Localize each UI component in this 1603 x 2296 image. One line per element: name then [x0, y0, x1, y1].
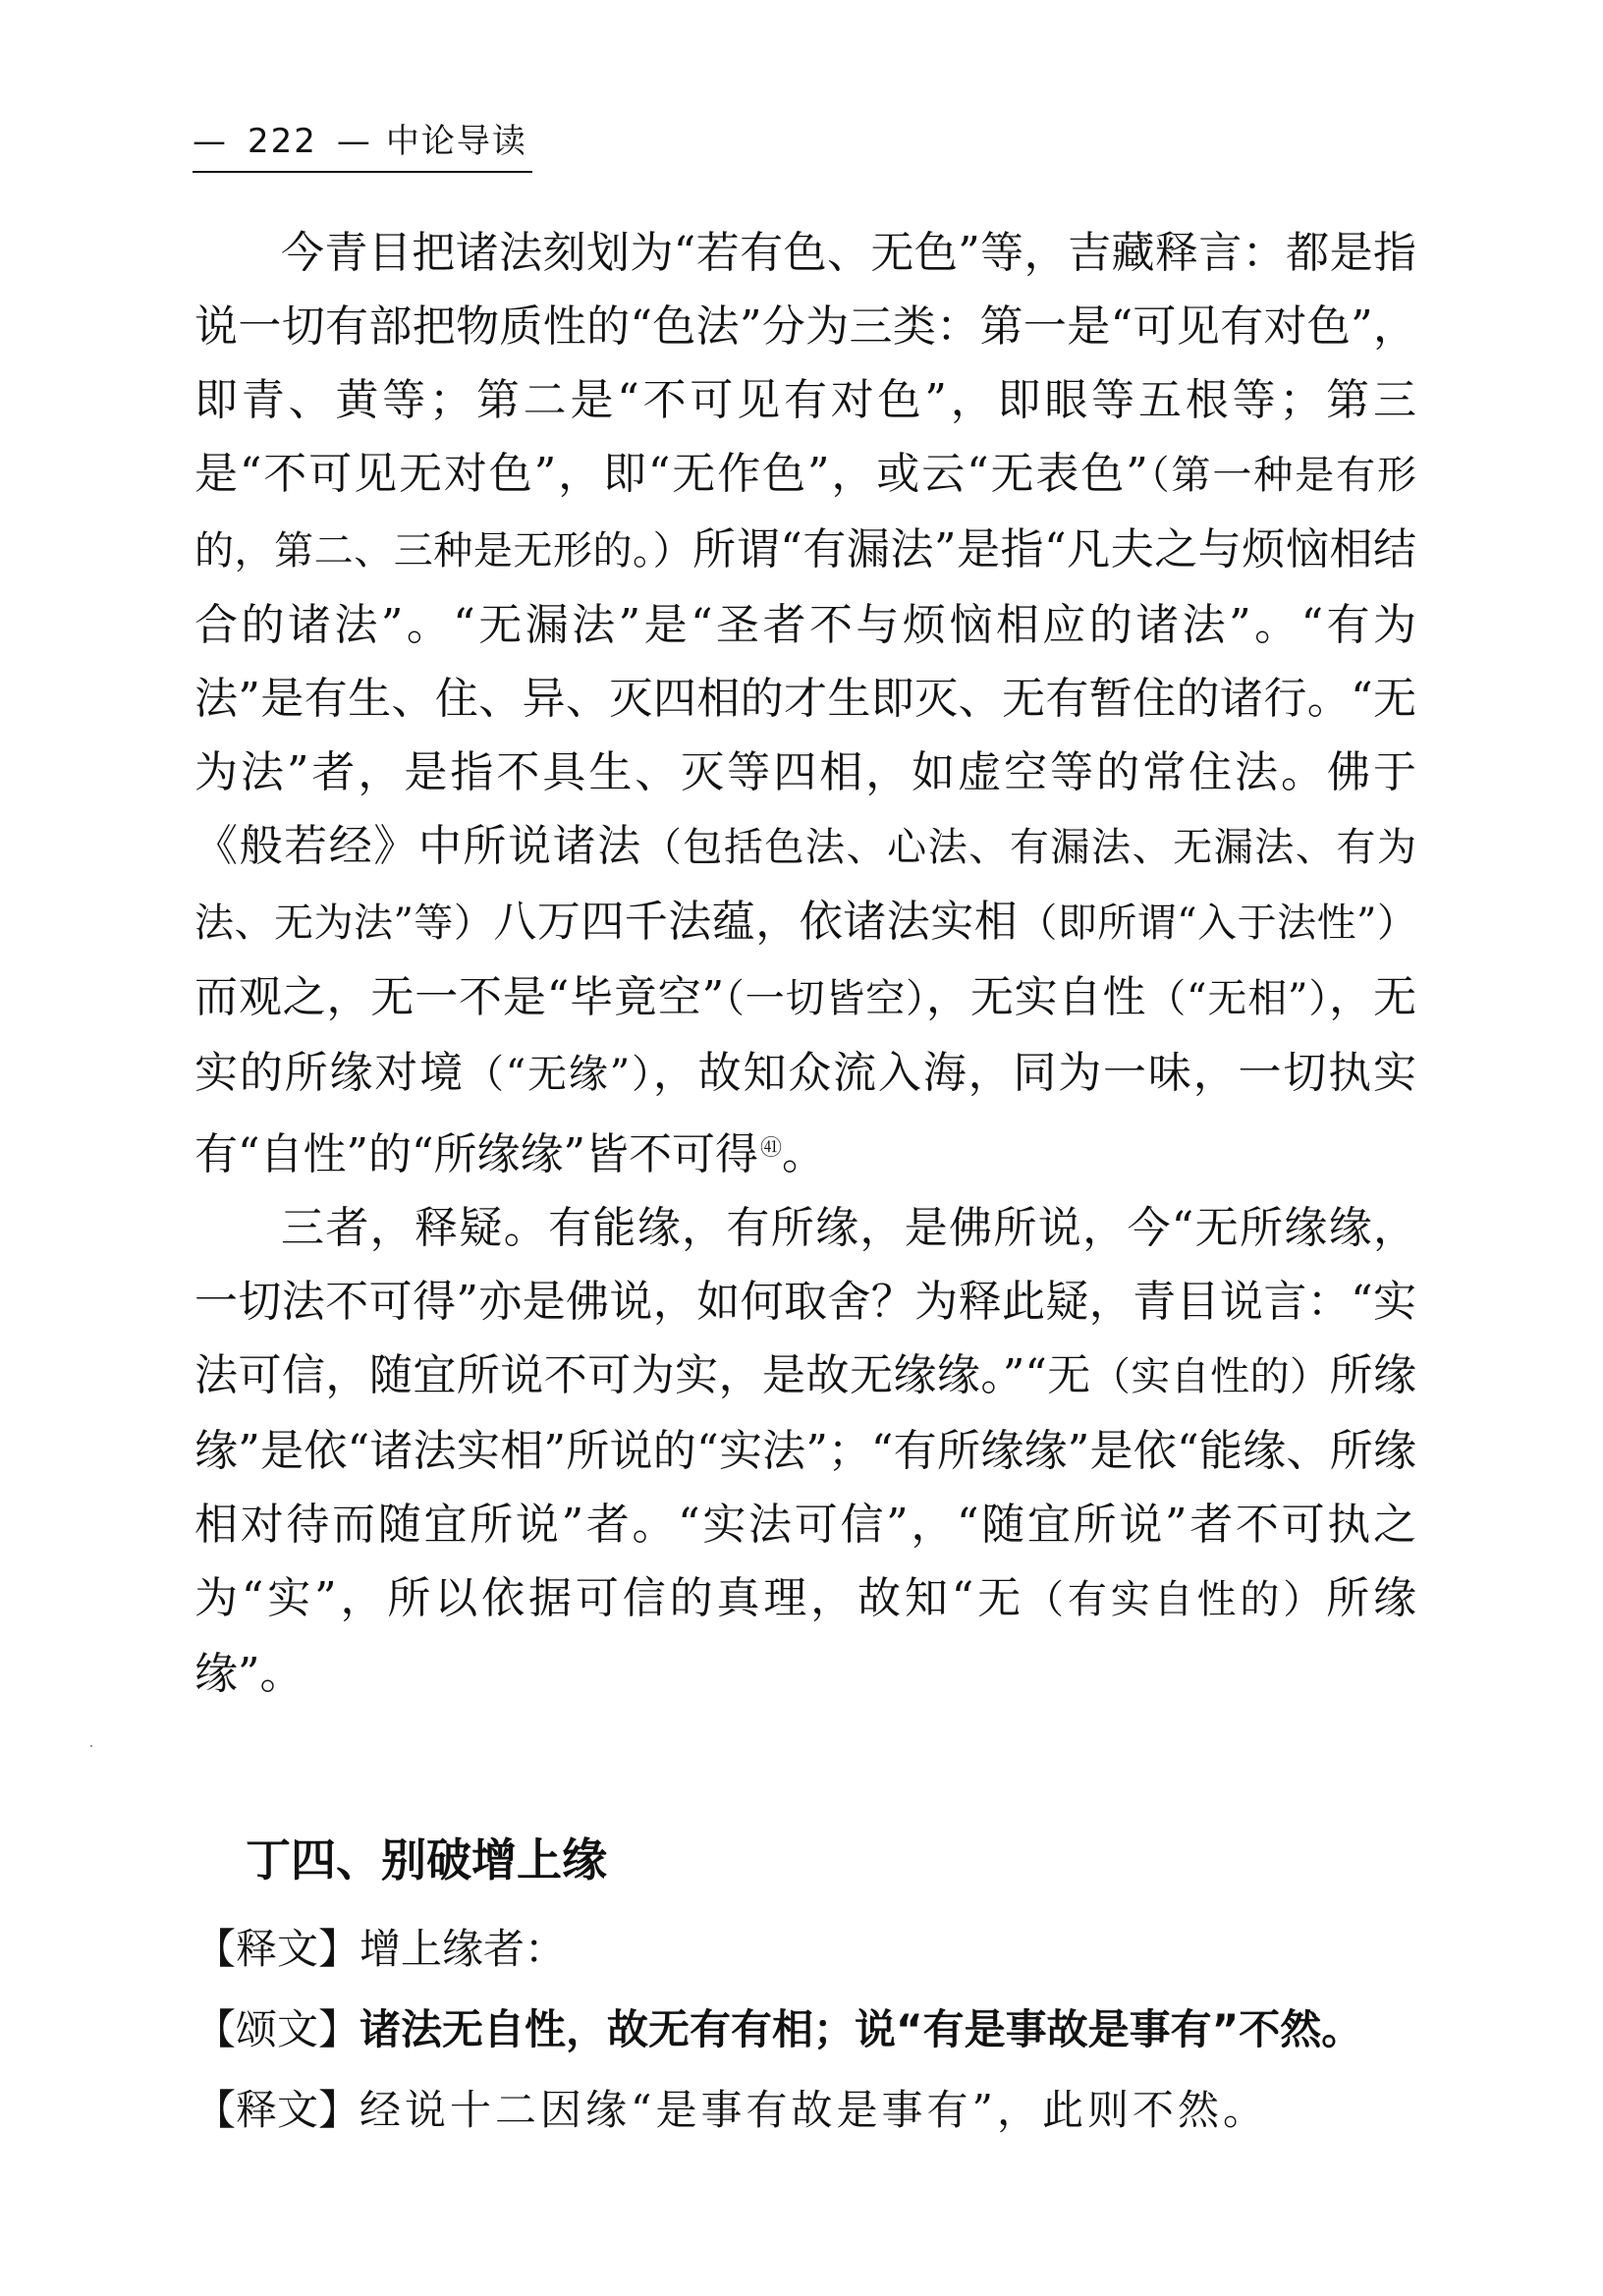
- p1-text-2: 所谓“有漏法”是指“凡夫之与烦恼相结合的诸法”。“无漏法”是“圣者不与烦恼相应的诸法”。“有为法”是有生、住、异、灭四相的才生即灭、无有暂住的诸行。“无为法”者，是指不具生、灭等四相，如虚空等的常住法。佛于《般若经》中所说诸法: [194, 524, 1416, 871]
- commentary-text: 增上缘者：: [359, 1925, 567, 1973]
- p2-text-3: 所缘缘”。: [194, 1573, 1417, 1699]
- commentary-text-2: 经说十二因缘“是事有故是事有”，此则不然。: [359, 2086, 1268, 2134]
- p1-text-7: ，故知众流入海，同为一味，一切执实有“自性”的“所缘缘”皆不可得: [194, 1048, 1417, 1179]
- p1-text-4: 而观之，无一不是“毕竟空”: [194, 972, 725, 1022]
- margin-speck: [90, 1745, 92, 1747]
- footnote-marker: ㊶: [759, 1136, 782, 1161]
- p1-text-3: 八万四千法蕴，依诸法实相: [493, 897, 1019, 947]
- p2-note-1: （实自性的）: [1090, 1354, 1330, 1399]
- p1-note-2: （包括色法、心法、有漏法、无漏法、有为法、无为法”等）: [194, 825, 1417, 946]
- header-dash-left: —: [193, 122, 228, 161]
- commentary-label: 【释文】: [194, 1925, 360, 1973]
- p1-text-5: ，无实自性: [926, 972, 1147, 1022]
- verse-text: 诸法无自性，故无有有相；说“有是事故是事有”不然。: [359, 2005, 1363, 2053]
- verse-line: [194, 1990, 1432, 2070]
- commentary-label-2: 【释文】: [194, 2086, 360, 2134]
- p2-text-2: 所缘缘”是依“诸法实相”所说的“实法”；“有所缘缘”是依“能缘、所缘相对待而随宜所说”者。“实法可信”，“随宜所说”者不可执之为“实”，所以依据可信的真理，故知“无: [194, 1350, 1417, 1623]
- p1-note-1: （第一种是有形的，第二、三种是无形的。）: [194, 453, 1416, 574]
- header-dash-right: —: [336, 122, 372, 161]
- section-zengshangyuan: [194, 1829, 1432, 2151]
- paragraph-2: [194, 1191, 1416, 1711]
- verse-label: 【颂文】: [194, 2005, 360, 2053]
- p1-note-6: （“无缘”）: [464, 1052, 653, 1097]
- p2-note-2: （有实自性的）: [1024, 1577, 1327, 1622]
- p2-text-1: 三者，释疑。有能缘，有所缘，是佛所说，今“无所缘缘，一切法不可得”亦是佛说，如何取舍？为释此疑，青目说言：“实法可信，随宜所说不可为实，是故无缘缘。”“无: [194, 1203, 1416, 1400]
- commentary-line-2: [194, 2070, 1432, 2151]
- p1-note-5: （“无相”）: [1146, 976, 1330, 1021]
- commentary-line-1: [194, 1909, 1432, 1990]
- p1-note-4: （一切皆空）: [724, 976, 926, 1021]
- p1-text-1: 今青目把诸法刻划为“若有色、无色”等，吉藏释言：都是指说一切有部把物质性的“色法”分为三类：第一是“可见有对色”，即青、黄等；第二是“不可见有对色”，即眼等五根等；第三是“不可见无对色”，即“无作色”，或云“无表色”: [194, 228, 1416, 499]
- p1-end: 。: [782, 1129, 825, 1179]
- p1-note-3: （即所谓“入于法性”）: [1018, 901, 1416, 946]
- page-number: 222: [248, 122, 317, 161]
- body-text: [194, 216, 1416, 1711]
- book-title: 中论导读: [385, 122, 527, 161]
- p1-text-6: ，无实的所缘对境: [194, 972, 1417, 1098]
- paragraph-1: [194, 216, 1416, 1191]
- section-heading: 丁四、别破增上缘: [246, 1833, 607, 1886]
- running-header: [193, 116, 532, 173]
